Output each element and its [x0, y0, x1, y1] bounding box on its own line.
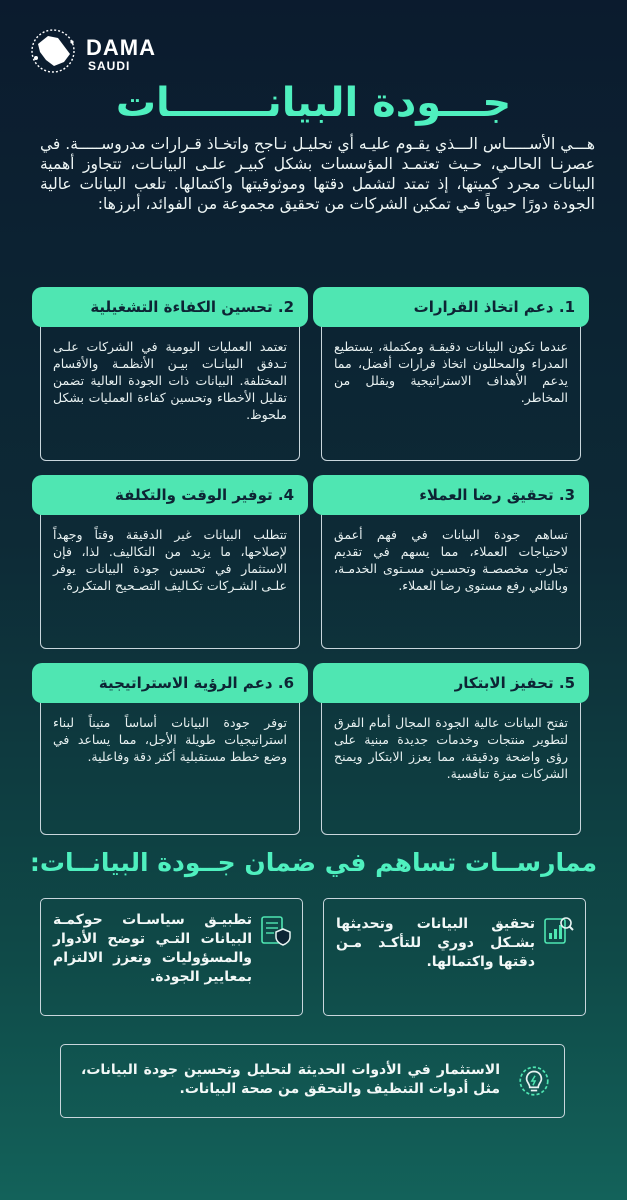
benefit-heading: 5. تحفيز الابتكار [313, 663, 589, 703]
benefit-heading: 1. دعم اتخاذ القرارات [313, 287, 589, 327]
benefit-text: تساهم جودة البيانات في فهم أعمق لاحتياجات العملاء، مما يسهم في تقديم تجارب مخصصـة وتحسـين مسـتوى الخدمـة، وبالتالي رفع مستوى رضا العملاء. [321, 499, 581, 649]
dama-saudi-logo [28, 26, 178, 78]
practice-text: تطبيـق سياسـات حوكمـة البيانات التـي توضح الأدوار والمسؤوليات وتعزز الالتزام بمعايير الجودة. [53, 912, 252, 985]
benefit-card-3 [313, 475, 589, 593]
benefit-card-5 [313, 663, 589, 781]
intro-paragraph: هـــي الأســـــاس الـــذي يقـوم عليـه أي تحليـل نـاجح واتخـاذ قـرارات مدروســـــة. في عصرنـا الحالـي، حـيث تعتمـد المؤسسات بشكل كبيـر علـى البيانـات، تتجاوز أهمية البيانات مجرد كميتها، إذ تمتد لتشمل دقتها وموثوقيتها واكتمالها. تلعب البيانات عالية الجودة دورًا حيوياً فـي تمكين الشركات من تحقيق مجموعة من الفوائد، أبرزها: [40, 135, 595, 213]
saudi-map-globe-icon [28, 26, 78, 76]
practice-text: تحقيق البيانات وتحديثها بشـكل دوري للتأكـد مـن دقتها واكتمالها. [336, 916, 535, 970]
practice-box-1 [323, 898, 586, 1016]
practice-text: الاستثمار في الأدوات الحديثة لتحليل وتحسين جودة البيانات، مثل أدوات التنظيف والتحقق من صحة البيانات. [81, 1062, 500, 1097]
practices-title: ممارســات تساهم في ضمان جــودة البيانــات: [29, 848, 598, 877]
benefit-card-2 [32, 287, 308, 422]
benefit-text: تفتح البيانات عالية الجودة المجال أمام الفرق لتطوير منتجات وخدمات جديدة مبنية على رؤى واضحة ودقيقة، مما يعزز الابتكار ويمنح الشركات ميزة تنافسية. [321, 687, 581, 835]
practice-box-3 [60, 1044, 565, 1118]
logo-wordmark: DAMA [86, 35, 156, 60]
benefit-text: تتطلب البيانات غير الدقيقة وقتاً وجهداً لإصلاحها، ما يزيد من التكاليف. لذا، فإن الاستثمار في تحسين جودة البيانات يوفر علـى الشـركات تكـاليف التصـحيح المتكررة. [40, 499, 300, 649]
benefit-text: عندما تكون البيانات دقيقـة ومكتملة، يستطيع المدراء والمحللون اتخاذ قرارات أفضل، مما يدعم الأهداف الاستراتيجية ويقلل من المخاطر. [321, 311, 581, 461]
practice-box-2 [40, 898, 303, 1016]
benefit-text: توفر جودة البيانات أساساً متيناً لبناء استراتيجيات طويلة الأجل، مما يساعد في وضع خطط مستقبلية أكثر دقة وفاعلية. [40, 687, 300, 835]
benefit-card-4 [32, 475, 308, 593]
page-title: جـــودة البيانـــــــات [115, 80, 512, 126]
benefit-heading: 2. تحسين الكفاءة التشغيلية [32, 287, 308, 327]
benefit-heading: 4. توفير الوقت والتكلفة [32, 475, 308, 515]
benefit-text: تعتمد العمليات اليومية في الشركات علـى تـدفق البيانـات بيـن الأنظمـة والأقسام المختلفة. البيانات ذات الجودة العالية تضمن تقليل الأخطاء وتحسين كفاءة العمليات بشكل ملحوظ. [40, 311, 300, 461]
innovation-bulb-icon [516, 1063, 552, 1099]
benefit-heading: 6. دعم الرؤية الاستراتيجية [32, 663, 308, 703]
benefit-heading: 3. تحقيق رضا العملاء [313, 475, 589, 515]
governance-shield-icon [258, 913, 292, 947]
data-analysis-icon [541, 913, 575, 947]
benefit-card-1 [313, 287, 589, 405]
benefit-card-6 [32, 663, 308, 764]
logo-subtext: SAUDI [88, 59, 131, 73]
